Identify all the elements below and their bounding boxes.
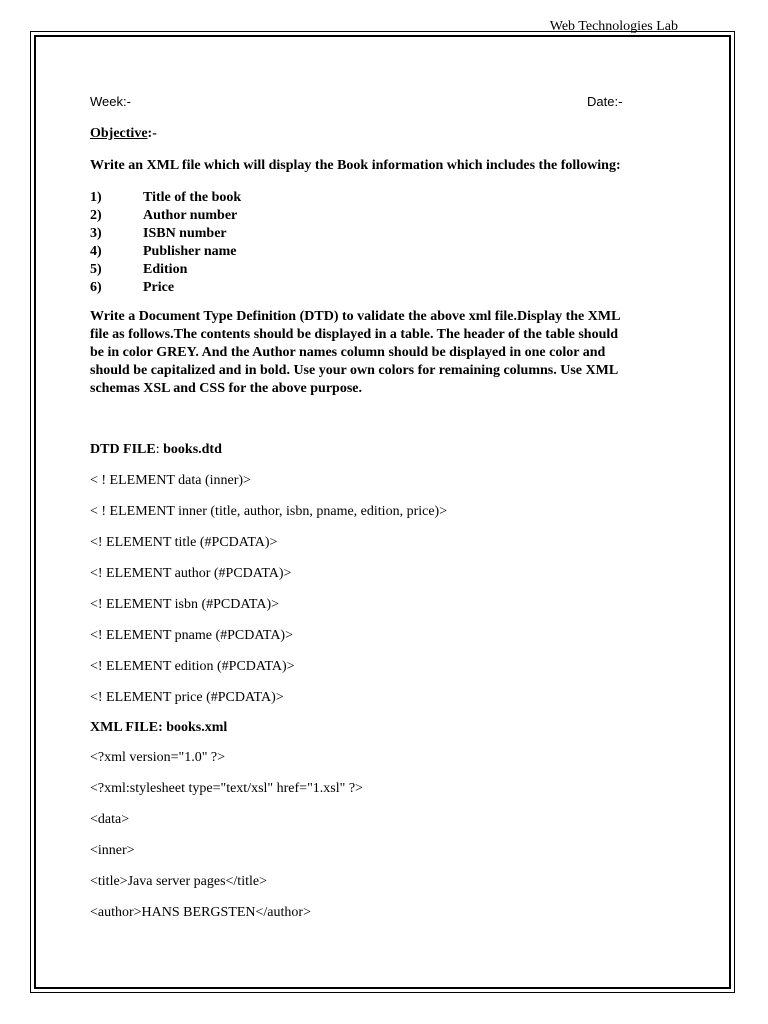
dtd-line: <! ELEMENT pname (#PCDATA)> xyxy=(90,628,293,643)
dtd-line: < ! ELEMENT data (inner)> xyxy=(90,473,251,488)
description-line: file as follows.The contents should be displayed in a table. The header of the table should xyxy=(90,327,619,342)
objective-heading xyxy=(90,126,157,142)
description-line: should be capitalized and in bold. Use your own colors for remaining columns. Use XML xyxy=(90,363,619,378)
xml-line: <?xml version="1.0" ?> xyxy=(90,750,226,765)
xml-line: <title>Java server pages</title> xyxy=(90,874,267,889)
description-paragraph xyxy=(90,308,688,398)
dtd-line: <! ELEMENT author (#PCDATA)> xyxy=(90,566,292,581)
xml-line: <data> xyxy=(90,812,130,827)
dtd-heading-file: books.dtd xyxy=(163,442,222,457)
description-line: Write a Document Type Definition (DTD) to validate the above xml file.Display the XML xyxy=(90,309,621,324)
xml-line: <inner> xyxy=(90,843,135,858)
xml-line: <?xml:stylesheet type="text/xsl" href="1.xsl" ?> xyxy=(90,781,363,796)
dtd-line: <! ELEMENT title (#PCDATA)> xyxy=(90,535,278,550)
dtd-heading xyxy=(90,442,222,458)
date-label: Date:- xyxy=(587,94,623,109)
description-line: schemas XSL and CSS for the above purpose. xyxy=(90,381,363,396)
dtd-line: <! ELEMENT price (#PCDATA)> xyxy=(90,690,284,705)
objective-suffix: :- xyxy=(147,126,157,141)
dtd-heading-label: DTD FILE xyxy=(90,442,156,457)
week-label: Week:- xyxy=(90,94,131,109)
dtd-line: <! ELEMENT edition (#PCDATA)> xyxy=(90,659,295,674)
dtd-line: <! ELEMENT isbn (#PCDATA)> xyxy=(90,597,280,612)
objective-label: Objective xyxy=(90,126,148,141)
dtd-heading-sep: : xyxy=(155,442,164,457)
xml-line: <author>HANS BERGSTEN</author> xyxy=(90,905,311,920)
page-header: Web Technologies Lab xyxy=(549,19,678,34)
description-line: be in color GREY. And the Author names column should be displayed in one color and xyxy=(90,345,606,360)
xml-heading: XML FILE: books.xml xyxy=(90,720,228,735)
dtd-line: < ! ELEMENT inner (title, author, isbn, pname, edition, price)> xyxy=(90,504,448,519)
intro-text: Write an XML file which will display the Book information which includes the following: xyxy=(90,158,621,173)
